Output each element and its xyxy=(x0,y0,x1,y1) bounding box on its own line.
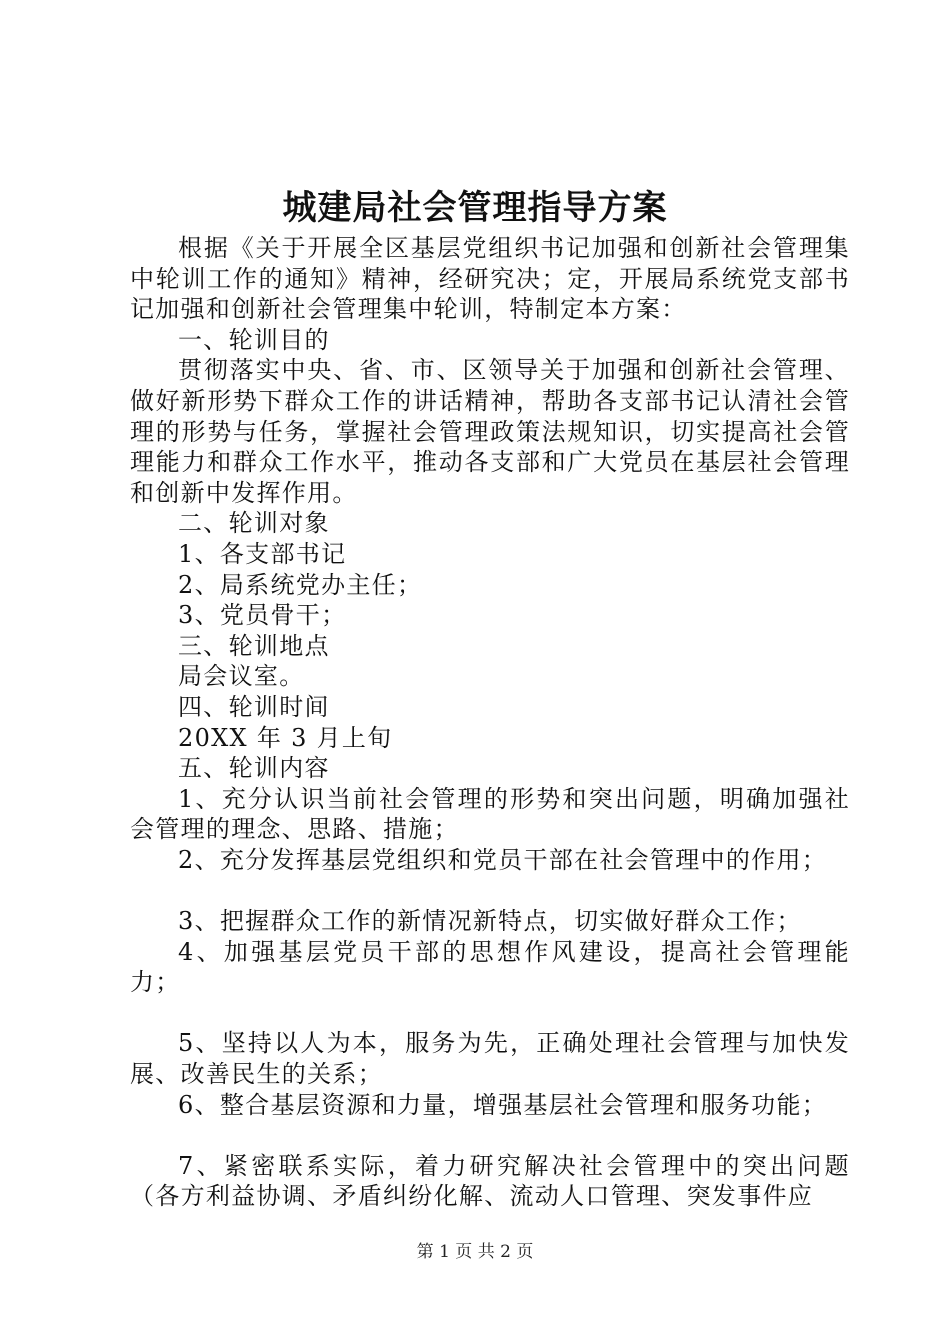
paragraph-intro: 根据《关于开展全区基层党组织书记加强和创新社会管理集中轮训工作的通知》精神，经研究决；定，开展局系统党支部书记加强和创新社会管理集中轮训，特制定本方案： xyxy=(130,234,850,324)
document-body xyxy=(130,233,850,1212)
list-item: 1、充分认识当前社会管理的形势和突出问题，明确加强社会管理的理念、思路、措施； xyxy=(130,784,850,844)
paragraph-time: 20XX 年 3 月上旬 xyxy=(178,723,393,752)
paragraph-purpose: 贯彻落实中央、省、市、区领导关于加强和创新社会管理、做好新形势下群众工作的讲话精神，帮助各支部书记认清社会管理的形势与任务，掌握社会管理政策法规知识，切实提高社会管理能力和群众工作水平，推动各支部和广大党员在基层社会管理和创新中发挥作用。 xyxy=(130,356,850,507)
list-item: 3、把握群众工作的新情况新特点，切实做好群众工作； xyxy=(178,907,802,936)
section-heading-location: 三、轮训地点 xyxy=(178,631,330,660)
page-number-footer: 第 1 页 共 2 页 xyxy=(416,1242,534,1262)
document-title: 城建局社会管理指导方案 xyxy=(282,188,668,228)
list-item: 4、加强基层党员干部的思想作风建设，提高社会管理能力； xyxy=(130,937,850,997)
list-item: 5、坚持以人为本，服务为先，正确处理社会管理与加快发展、改善民生的关系； xyxy=(130,1029,850,1089)
section-heading-time: 四、轮训时间 xyxy=(178,692,330,721)
list-item: 1、各支部书记 xyxy=(178,539,347,568)
list-item: 2、充分发挥基层党组织和党员干部在社会管理中的作用； xyxy=(178,845,828,874)
section-heading-audience: 二、轮训对象 xyxy=(178,509,330,538)
list-item: 2、局系统党办主任； xyxy=(178,570,423,599)
section-heading-purpose: 一、轮训目的 xyxy=(178,325,330,354)
list-item: 7、紧密联系实际，着力研究解决社会管理中的突出问题（各方利益协调、矛盾纠纷化解、流动人口管理、突发事件应 xyxy=(130,1151,850,1211)
list-item: 6、整合基层资源和力量，增强基层社会管理和服务功能； xyxy=(178,1090,828,1119)
list-item: 3、党员骨干； xyxy=(178,601,347,630)
paragraph-location: 局会议室。 xyxy=(178,662,305,691)
section-heading-content: 五、轮训内容 xyxy=(178,754,330,783)
